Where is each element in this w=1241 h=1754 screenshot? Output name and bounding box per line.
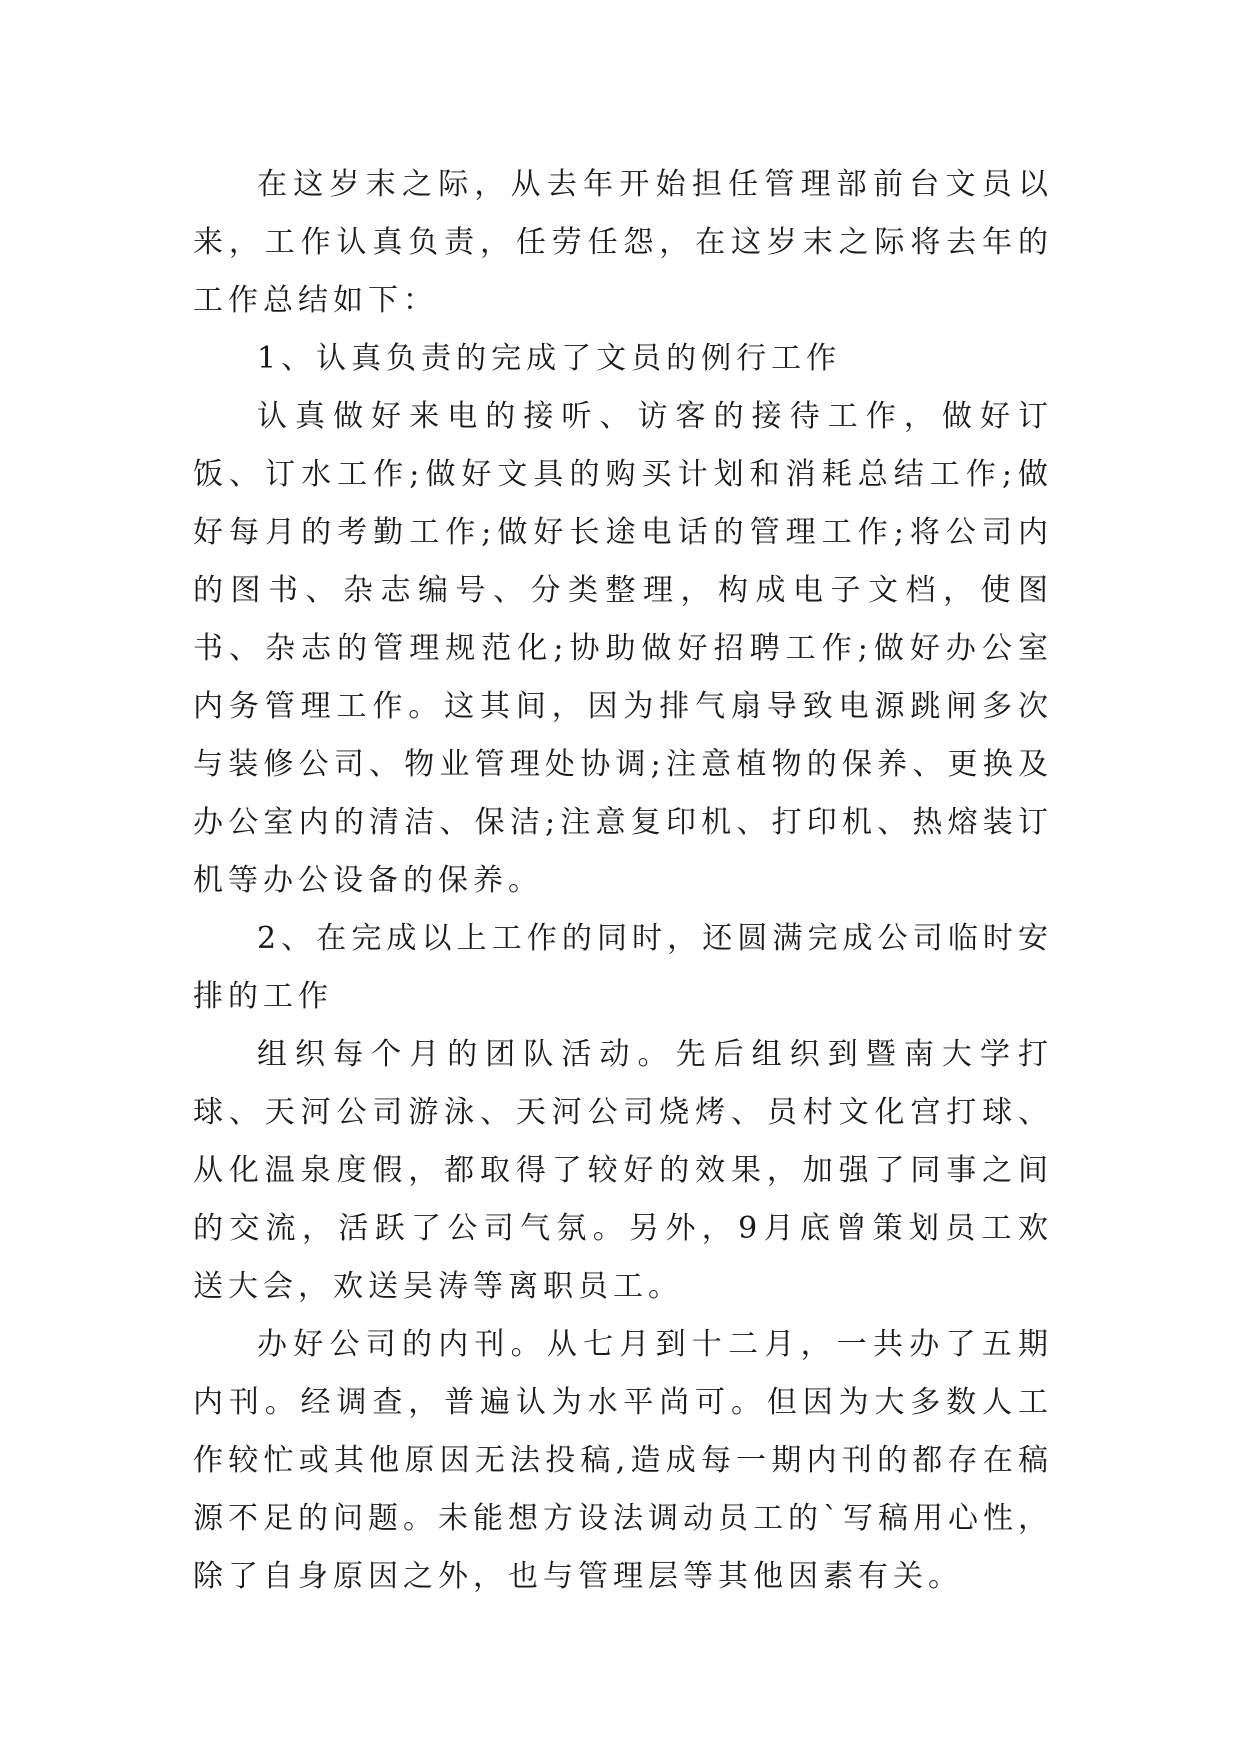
team-activities-paragraph: 组织每个月的团队活动。先后组织到暨南大学打球、天河公司游泳、天河公司烧烤、员村文化宫打球、从化温泉度假，都取得了较好的效果，加强了同事之间的交流，活跃了公司气氛。另外，9月底曾策划员工欢送大会，欢送吴涛等离职员工。 — [193, 1037, 1053, 1304]
section-heading-1: 1、认真负责的完成了文员的例行工作 — [257, 341, 842, 376]
intro-paragraph: 在这岁末之际，从去年开始担任管理部前台文员以来，工作认真负责，任劳任怨，在这岁末之际将去年的工作总结如下： — [193, 167, 1053, 318]
document-body — [193, 156, 1053, 1606]
section-heading-2: 2、在完成以上工作的同时，还圆满完成公司临时安排的工作 — [193, 921, 1053, 1014]
routine-work-paragraph: 认真做好来电的接听、访客的接待工作，做好订饭、订水工作;做好文具的购买计划和消耗总结工作;做好每月的考勤工作;做好长途电话的管理工作;将公司内的图书、杂志编号、分类整理，构成电子文档，使图书、杂志的管理规范化;协助做好招聘工作;做好办公室内务管理工作。这其间，因为排气扇导致电源跳闸多次与装修公司、物业管理处协调;注意植物的保养、更换及办公室内的清洁、保洁;注意复印机、打印机、热熔装订机等办公设备的保养。 — [193, 399, 1053, 898]
newsletter-paragraph: 办好公司的内刊。从七月到十二月，一共办了五期内刊。经调查，普遍认为水平尚可。但因为大多数人工作较忙或其他原因无法投稿,造成每一期内刊的都存在稿源不足的问题。未能想方设法调动员工的`写稿用心性，除了自身原因之外，也与管理层等其他因素有关。 — [193, 1327, 1053, 1594]
